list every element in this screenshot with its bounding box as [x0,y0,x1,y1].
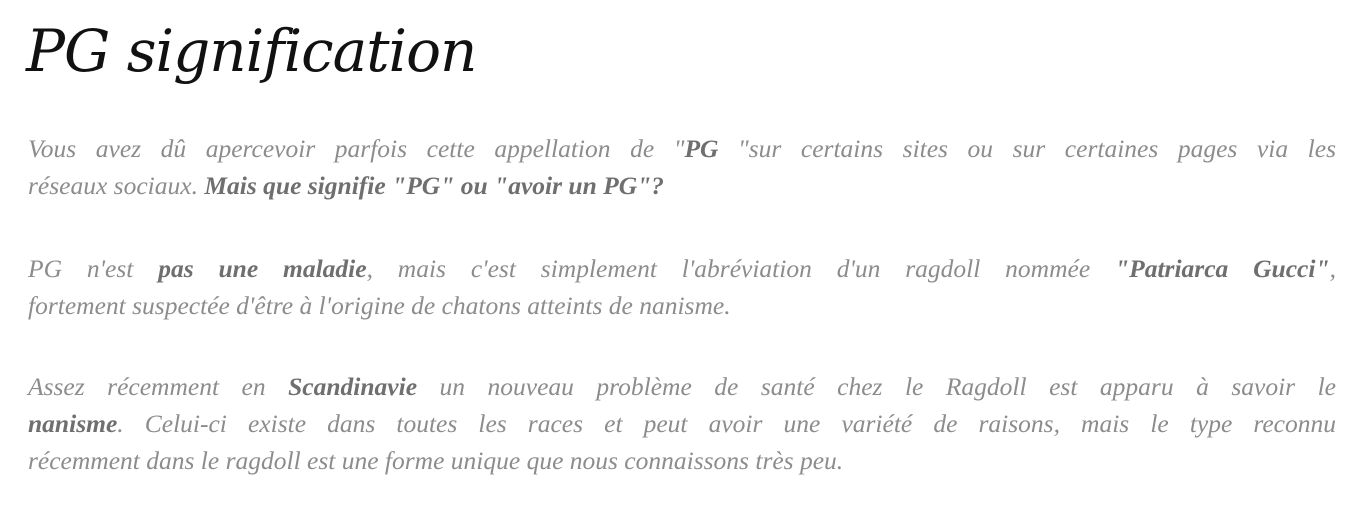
text-run: . Celui-ci existe dans toutes les races et peut avoir une variété de raisons, mais le type reconnu [117,409,1336,438]
text-run: réseaux sociaux. [28,171,205,200]
emphasis-nanisme: nanisme [28,409,118,438]
text-run: , [1329,254,1336,283]
text-run: un nouveau problème de santé chez le Ragdoll est apparu à savoir le [417,372,1336,401]
text-line [28,368,1336,405]
page-title: PG signification [26,17,477,85]
text-line [28,130,1336,167]
text-run: Vous avez dû apercevoir parfois cette appellation de " [28,134,685,163]
text-run: récemment dans le ragdoll est une forme unique que nous connaissons très peu. [28,446,844,475]
text-line [28,167,1336,204]
text-line [28,442,1336,479]
text-run: fortement suspectée d'être à l'origine de chatons atteints de nanisme. [28,291,731,320]
text-run: Assez récemment en [28,372,289,401]
paragraph-pg-definition [28,250,1336,324]
emphasis-pg: PG [684,134,719,163]
emphasis-patriarca-gucci: "Patriarca Gucci" [1114,254,1330,283]
emphasis-not-disease: pas une maladie [158,254,367,283]
paragraph-pg-question [28,130,1336,204]
text-run: PG n'est [28,254,159,283]
paragraph-nanisme [28,368,1336,479]
text-run: , mais c'est simplement l'abréviation d'un ragdoll nommée [366,254,1115,283]
text-line [28,287,1336,324]
text-run: "sur certains sites ou sur certaines pages via les [718,134,1336,163]
emphasis-scandinavie: Scandinavie [288,372,418,401]
emphasis-question: Mais que signifie "PG" ou "avoir un PG"? [204,171,665,200]
text-line [28,250,1336,287]
text-line [28,405,1336,442]
